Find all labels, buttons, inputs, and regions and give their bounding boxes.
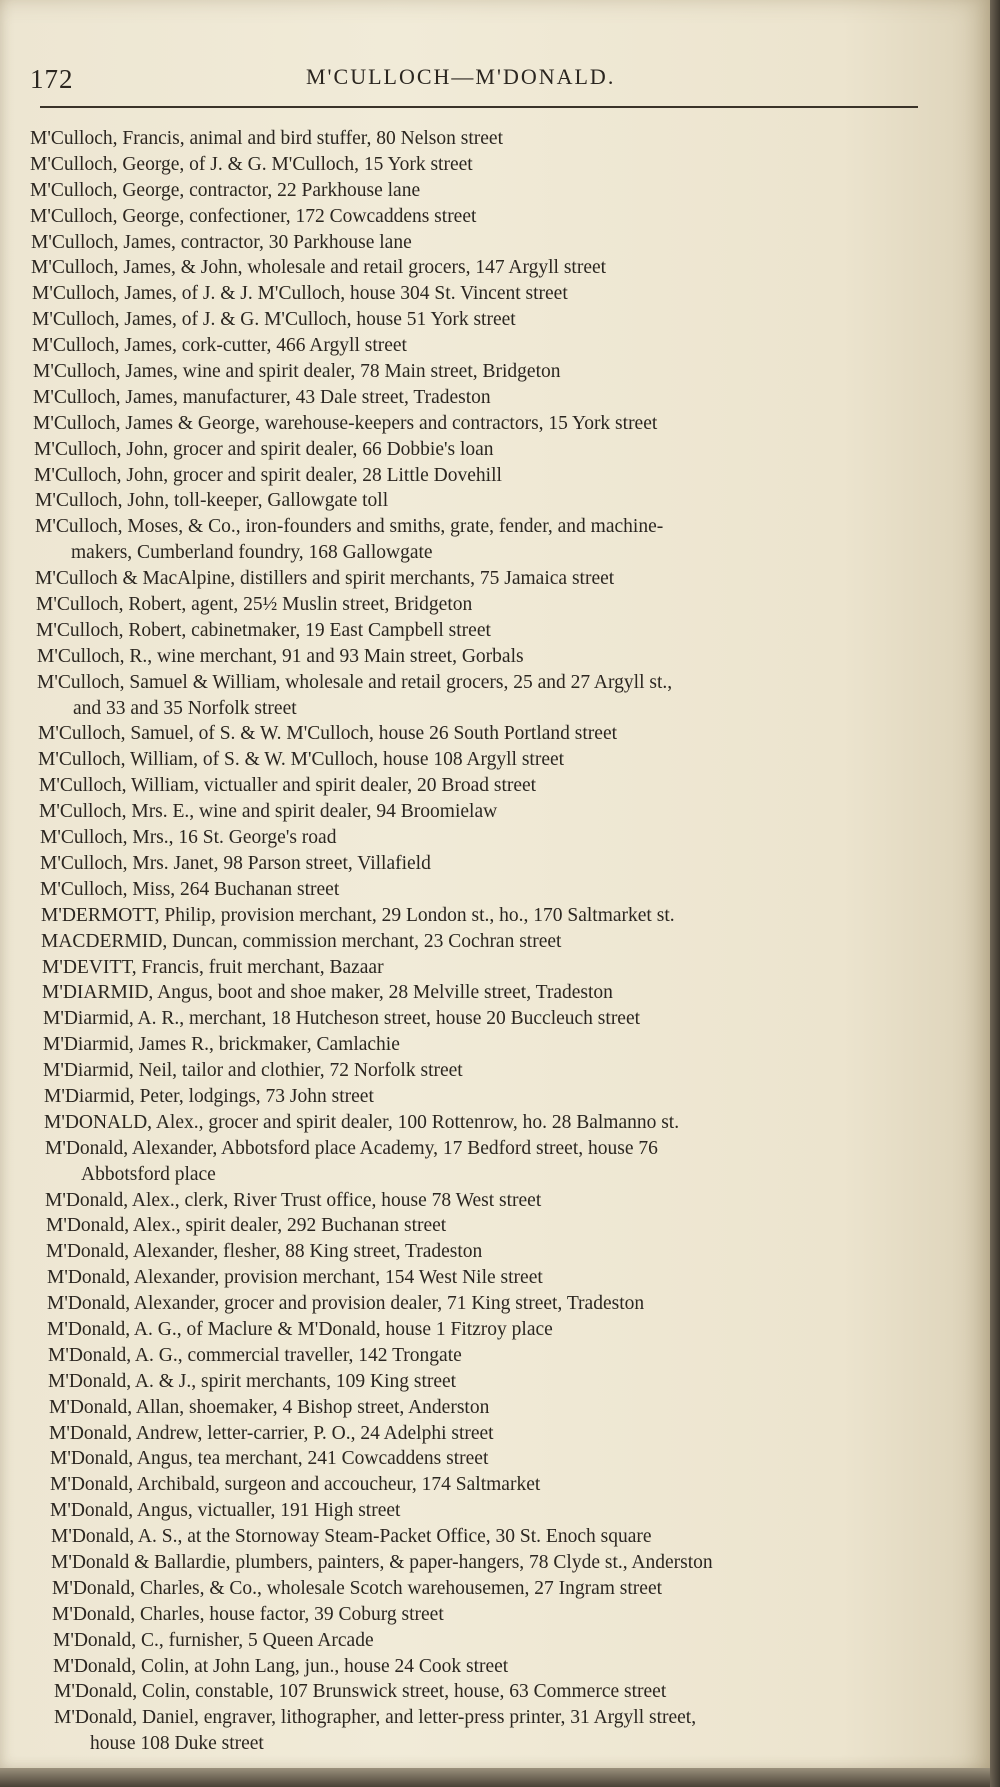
directory-entry: M'DEVITT, Francis, fruit merchant, Bazaar — [42, 956, 384, 978]
directory-entry: M'Culloch, James, wine and spirit dealer, 78 Main street, Bridgeton — [33, 361, 561, 383]
directory-entry-continuation: Abbotsford place — [81, 1163, 216, 1185]
directory-entry: M'Culloch, William, of S. & W. M'Culloch, house 108 Argyll street — [38, 749, 565, 771]
directory-entry: M'Culloch, R., wine merchant, 91 and 93 Main street, Gorbals — [37, 645, 524, 667]
directory-entry-continuation: house 108 Duke street — [90, 1733, 264, 1755]
directory-entry: M'Culloch, Francis, animal and bird stuffer, 80 Nelson street — [30, 128, 503, 149]
directory-entry: M'Culloch, James, contractor, 30 Parkhouse lane — [31, 231, 412, 253]
directory-entry: M'Culloch, William, victualler and spirit dealer, 20 Broad street — [39, 775, 537, 797]
directory-entry: M'Culloch, Samuel, of S. & W. M'Culloch, house 26 South Portland street — [38, 723, 618, 745]
page-edge-right — [990, 0, 1000, 1787]
directory-entry: M'Culloch, John, grocer and spirit dealer, 66 Dobbie's loan — [34, 438, 494, 460]
directory-entry: MACDERMID, Duncan, commission merchant, 23 Cochran street — [41, 930, 562, 952]
directory-entry: M'Culloch, Miss, 264 Buchanan street — [40, 878, 340, 900]
running-head: M'CULLOCH—M'DONALD. — [306, 64, 616, 89]
directory-entry: M'Culloch, James, of J. & J. M'Culloch, house 304 St. Vincent street — [32, 283, 568, 305]
directory-entry: M'Diarmid, Peter, lodgings, 73 John street — [44, 1085, 374, 1107]
directory-entry: M'Culloch, James, cork-cutter, 466 Argyll street — [32, 335, 407, 357]
directory-entry: M'Donald, Alex., spirit dealer, 292 Buchanan street — [46, 1215, 447, 1237]
directory-entry: M'Culloch, Samuel & William, wholesale and retail grocers, 25 and 27 Argyll st., — [37, 671, 673, 693]
directory-entry: M'Donald, Alexander, provision merchant, 154 West Nile street — [47, 1267, 543, 1289]
directory-entry: M'Donald, Alex., clerk, River Trust office, house 78 West street — [45, 1189, 542, 1211]
directory-entry: M'Culloch, Robert, cabinetmaker, 19 East Campbell street — [36, 619, 491, 641]
directory-entry: M'Donald, Alexander, flesher, 88 King street, Tradeston — [46, 1241, 483, 1263]
directory-entry: M'Diarmid, Neil, tailor and clothier, 72 Norfolk street — [43, 1060, 463, 1082]
directory-entry: M'Donald, C., furnisher, 5 Queen Arcade — [53, 1629, 374, 1651]
directory-entry: M'Donald, Archibald, surgeon and accoucheur, 174 Saltmarket — [50, 1474, 541, 1496]
directory-entry: M'Donald, Angus, tea merchant, 241 Cowcaddens street — [50, 1448, 489, 1470]
directory-entry: M'Culloch, George, of J. & G. M'Culloch, 15 York street — [30, 153, 473, 175]
page-number: 172 — [30, 64, 74, 94]
directory-entries — [30, 126, 965, 1757]
directory-entry: M'Donald, A. G., of Maclure & M'Donald, house 1 Fitzroy place — [47, 1318, 553, 1340]
directory-entry: M'Donald, A. S., at the Stornoway Steam-Packet Office, 30 St. Enoch square — [51, 1526, 652, 1548]
directory-entry: M'Culloch, Robert, agent, 25½ Muslin street, Bridgeton — [36, 594, 473, 616]
directory-entry: M'DONALD, Alex., grocer and spirit dealer, 100 Rottenrow, ho. 28 Balmanno st. — [44, 1111, 680, 1133]
directory-entry: M'Donald, Alexander, Abbotsford place Academy, 17 Bedford street, house 76 — [45, 1137, 658, 1159]
directory-entry: M'Donald, Angus, victualler, 191 High street — [50, 1500, 401, 1522]
directory-entry: M'Culloch, George, confectioner, 172 Cowcaddens street — [30, 205, 477, 227]
directory-entry: M'Donald, Alexander, grocer and provision dealer, 71 King street, Tradeston — [47, 1293, 645, 1315]
directory-entry: M'Culloch, John, toll-keeper, Gallowgate toll — [35, 490, 389, 512]
page-edge-bottom — [0, 1768, 990, 1787]
page-header — [26, 58, 926, 98]
directory-entry-continuation: makers, Cumberland foundry, 168 Gallowgate — [71, 542, 433, 564]
directory-entry-continuation: and 33 and 35 Norfolk street — [73, 697, 297, 719]
directory-entry: M'Donald, A. & J., spirit merchants, 109 King street — [48, 1370, 457, 1392]
directory-entry: M'Culloch, James, of J. & G. M'Culloch, house 51 York street — [32, 309, 516, 331]
directory-entry: M'Culloch, John, grocer and spirit dealer, 28 Little Dovehill — [34, 464, 502, 486]
directory-entry: M'Culloch & MacAlpine, distillers and spirit merchants, 75 Jamaica street — [35, 568, 615, 590]
directory-entry: M'Culloch, Moses, & Co., iron-founders and smiths, grate, fender, and machine- — [35, 516, 664, 538]
directory-entry: M'Culloch, James, manufacturer, 43 Dale street, Tradeston — [33, 386, 491, 408]
directory-entry: M'Culloch, George, contractor, 22 Parkhouse lane — [30, 179, 421, 201]
directory-entry: M'Donald, Allan, shoemaker, 4 Bishop street, Anderston — [49, 1396, 490, 1418]
directory-entry: M'Donald, Andrew, letter-carrier, P. O., 24 Adelphi street — [49, 1422, 494, 1444]
directory-entry: M'Culloch, James, & John, wholesale and retail grocers, 147 Argyll street — [31, 257, 607, 279]
directory-entry: M'Culloch, Mrs. E., wine and spirit dealer, 94 Broomielaw — [39, 801, 498, 823]
directory-entry: M'Culloch, James & George, warehouse-keepers and contractors, 15 York street — [33, 412, 658, 434]
directory-entry: M'Donald, Charles, house factor, 39 Coburg street — [52, 1603, 444, 1625]
directory-entry: M'Culloch, Mrs., 16 St. George's road — [40, 827, 337, 849]
directory-entry: M'DIARMID, Angus, boot and shoe maker, 28 Melville street, Tradeston — [42, 982, 613, 1004]
directory-entry: M'Donald, Daniel, engraver, lithographer, and letter-press printer, 31 Argyll street, — [54, 1707, 697, 1729]
directory-entry: M'Donald, Charles, & Co., wholesale Scotch warehousemen, 27 Ingram street — [52, 1577, 663, 1599]
directory-entry: M'Diarmid, James R., brickmaker, Camlachie — [43, 1034, 400, 1056]
directory-entry: M'DERMOTT, Philip, provision merchant, 29 London st., ho., 170 Saltmarket st. — [41, 904, 675, 926]
directory-entry: M'Diarmid, A. R., merchant, 18 Hutcheson street, house 20 Buccleuch street — [43, 1008, 641, 1030]
directory-entry: M'Donald, A. G., commercial traveller, 142 Trongate — [48, 1344, 462, 1366]
header-rule — [40, 106, 918, 108]
directory-entry: M'Donald, Colin, at John Lang, jun., house 24 Cook street — [53, 1655, 509, 1677]
directory-entry: M'Donald & Ballardie, plumbers, painters, & paper-hangers, 78 Clyde st., Anderston — [51, 1551, 713, 1573]
directory-entry: M'Donald, Colin, constable, 107 Brunswick street, house, 63 Commerce street — [54, 1681, 667, 1703]
directory-entry: M'Culloch, Mrs. Janet, 98 Parson street, Villafield — [40, 852, 431, 874]
